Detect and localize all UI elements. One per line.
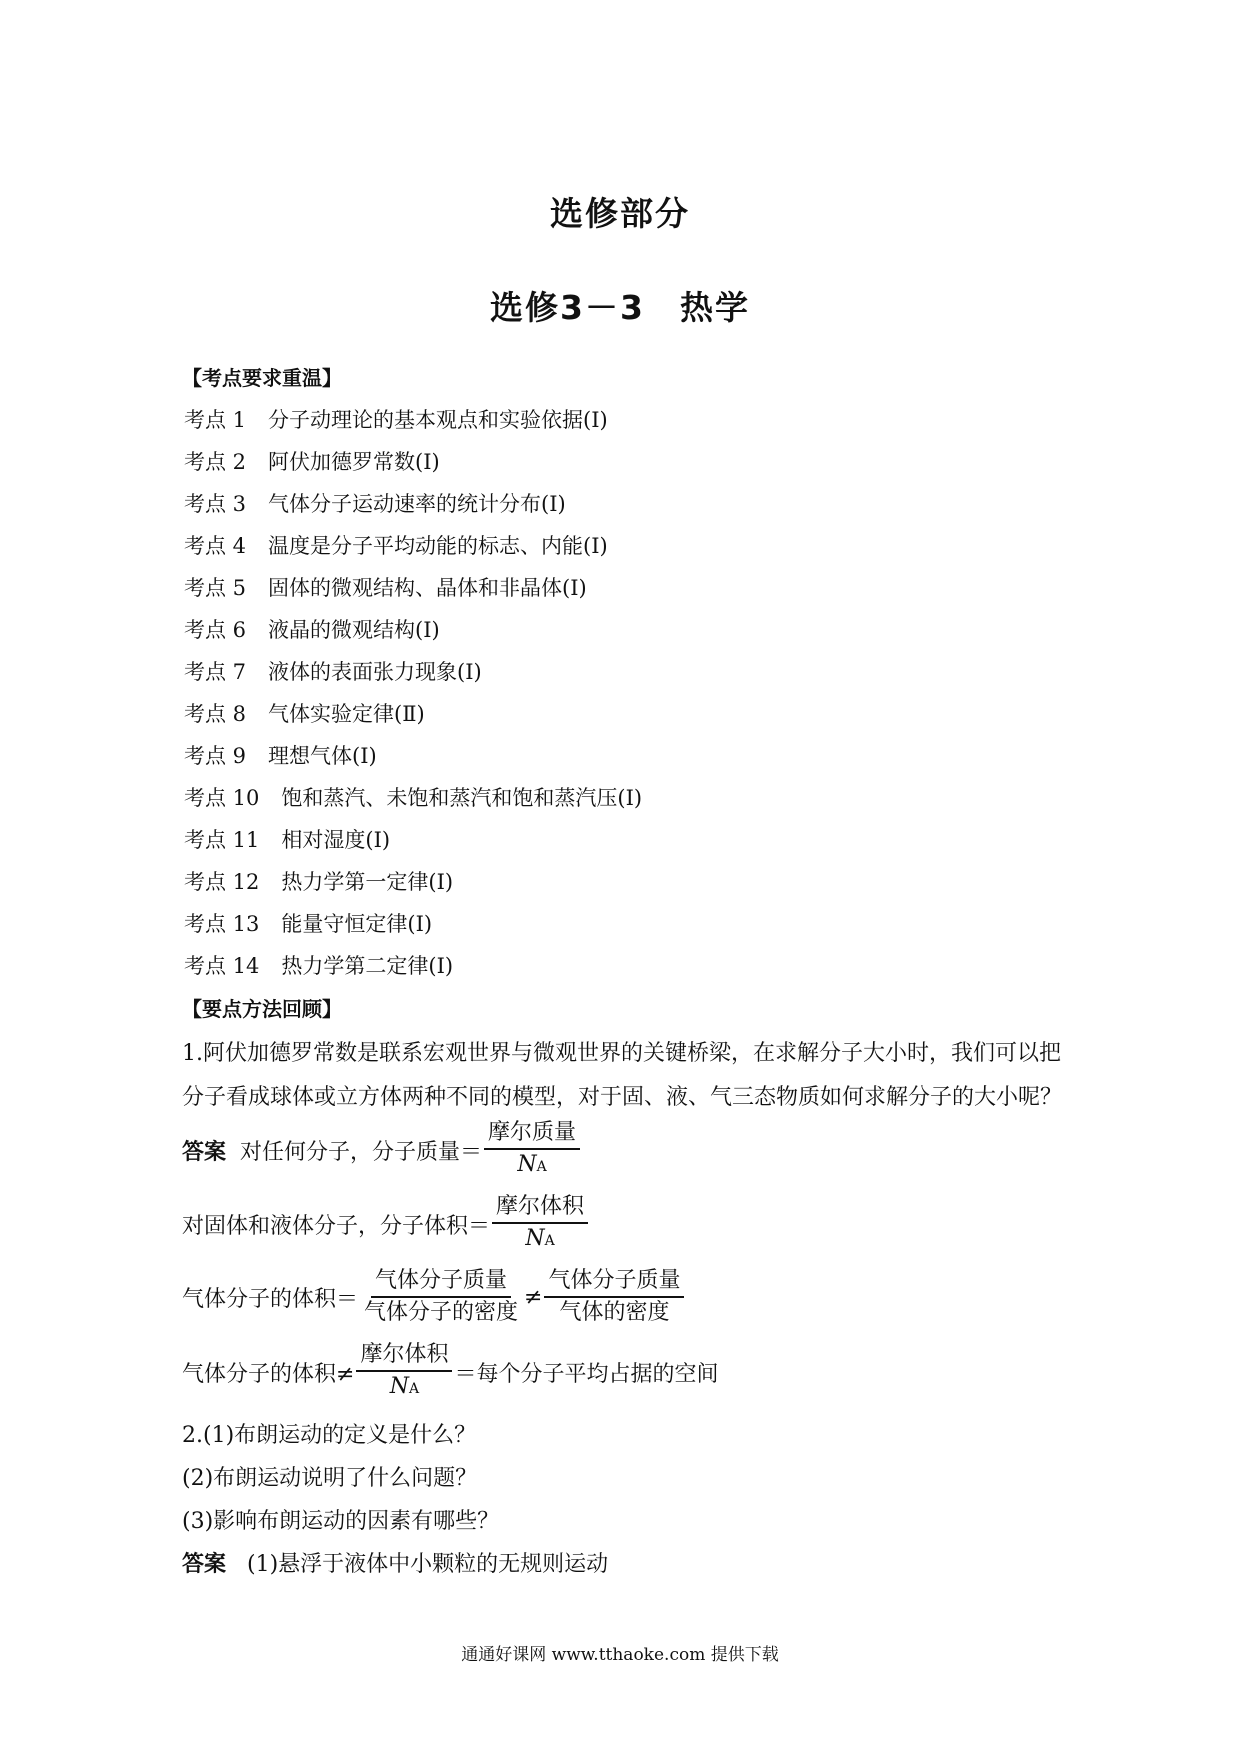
exam-point: 考点 8 气体实验定律(Ⅱ): [184, 702, 425, 726]
fraction: $\frac{\text{气体分子质量}}{\text{气体的密度}}$: [544, 1268, 684, 1326]
exam-point: 考点 3 气体分子运动速率的统计分布(Ⅰ): [184, 492, 566, 516]
answer-label: 答案: [182, 1139, 227, 1165]
exam-point: 考点 7 液体的表面张力现象(Ⅰ): [184, 660, 482, 684]
exam-point: 考点 14 热力学第二定律(Ⅰ): [184, 954, 454, 978]
exam-point: 考点 13 能量守恒定律(Ⅰ): [184, 912, 433, 936]
fraction: $\frac{\text{摩尔质量}}{NA}$: [484, 1120, 580, 1180]
exam-point: 考点 1 分子动理论的基本观点和实验依据(Ⅰ): [184, 408, 608, 432]
exam-point: 考点 11 相对湿度(Ⅰ): [184, 828, 391, 852]
question-2-part-1: 2.(1)布朗运动的定义是什么？: [182, 1423, 477, 1448]
equation-gas-volume-density: 气体分子的体积＝ $\frac{\text{气体分子质量}}{\text{气体分子的密度}}$ ≠ $\frac{\text{气体分子质量}}{\text{气体的密度}}$: [182, 1268, 686, 1326]
page-title: 选修部分: [550, 194, 690, 233]
section-heading-points: 【考点要求重温】: [182, 366, 342, 390]
fraction: $\frac{\text{摩尔体积}}{NA}$: [356, 1342, 452, 1402]
exam-point: 考点 10 饱和蒸汽、未饱和蒸汽和饱和蒸汽压(Ⅰ): [184, 786, 643, 810]
section-heading-methods: 【要点方法回顾】: [182, 997, 342, 1021]
answer-2: 答案 (1)悬浮于液体中小颗粒的无规则运动: [182, 1552, 609, 1577]
answer-label: 答案: [182, 1552, 227, 1577]
exam-point: 考点 6 液晶的微观结构(Ⅰ): [184, 618, 440, 642]
exam-point: 考点 9 理想气体(Ⅰ): [184, 744, 377, 768]
page-footer: 通通好课网 www.tthaoke.com 提供下载: [461, 1645, 779, 1665]
question-1-line-2: 分子看成球体或立方体两种不同的模型，对于固、液、气三态物质如何求解分子的大小呢？: [182, 1085, 1063, 1110]
fraction: $\frac{\text{气体分子质量}}{\text{气体分子的密度}}$: [364, 1268, 519, 1325]
equation-molecule-mass: 答案 对任何分子，分子质量＝ $\frac{\text{摩尔质量}}{NA}$: [182, 1120, 582, 1180]
question-2-part-2: (2)布朗运动说明了什么问题？: [182, 1466, 478, 1491]
exam-point: 考点 12 热力学第一定律(Ⅰ): [184, 870, 454, 894]
exam-point: 考点 5 固体的微观结构、晶体和非晶体(Ⅰ): [184, 576, 587, 600]
question-1-line-1: 1.阿伏加德罗常数是联系宏观世界与微观世界的关键桥梁，在求解分子大小时，我们可以把: [182, 1041, 1061, 1066]
question-2-part-3: (3)影响布朗运动的因素有哪些？: [182, 1509, 500, 1534]
exam-point: 考点 2 阿伏加德罗常数(Ⅰ): [184, 450, 440, 474]
chapter-title: 选修3－3 热学: [490, 288, 750, 327]
exam-point: 考点 4 温度是分子平均动能的标志、内能(Ⅰ): [184, 534, 608, 558]
equation-solid-liquid-volume: 对固体和液体分子，分子体积＝ $\frac{\text{摩尔体积}}{NA}$: [182, 1194, 590, 1254]
fraction: $\frac{\text{摩尔体积}}{NA}$: [492, 1194, 588, 1254]
equation-gas-volume-space: 气体分子的体积≠ $\frac{\text{摩尔体积}}{NA}$ ＝每个分子平均占据的空间: [182, 1342, 718, 1402]
